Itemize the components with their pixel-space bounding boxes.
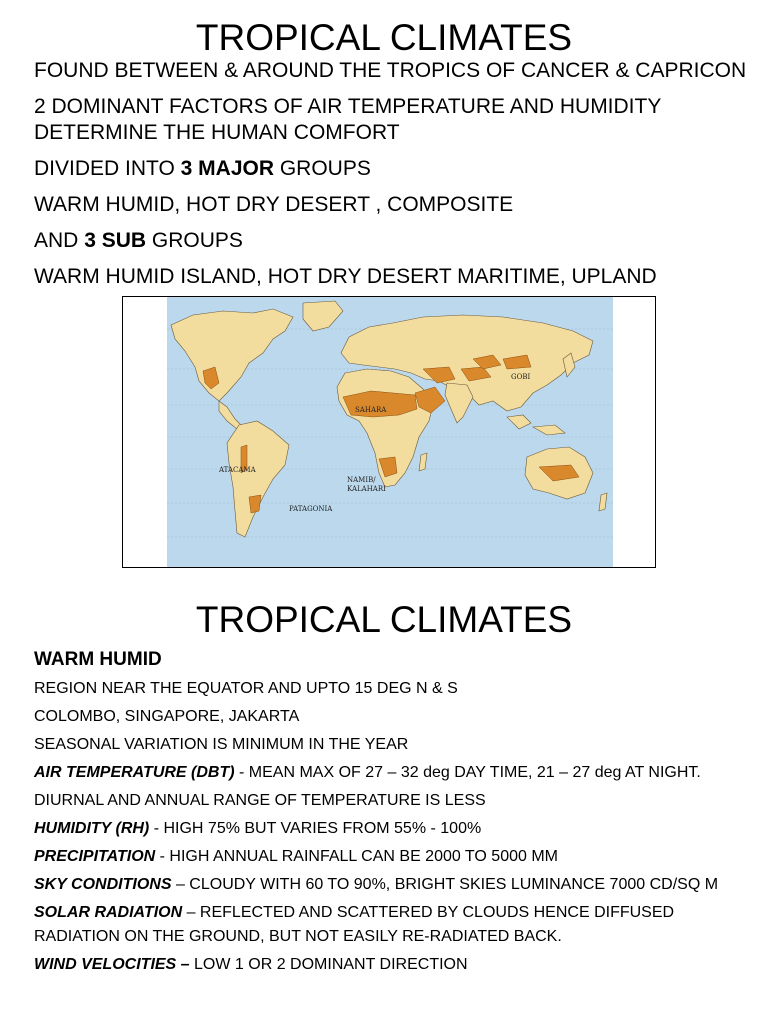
bullet-list xyxy=(34,648,754,981)
bullet-text: COLOMBO, SINGAPORE, JAKARTA xyxy=(34,708,300,725)
bullet-key: AIR TEMPERATURE (DBT) xyxy=(34,764,235,781)
bullet-key: SKY CONDITIONS xyxy=(34,876,172,893)
world-desert-map xyxy=(122,296,656,568)
bullet-text: REGION NEAR THE EQUATOR AND UPTO 15 DEG N & S xyxy=(34,680,458,697)
bullet-item xyxy=(34,817,754,841)
slide-title: TROPICAL CLIMATES xyxy=(195,599,573,640)
bullet-item xyxy=(34,705,754,729)
bullet-text: GROUPS xyxy=(274,157,371,180)
bullet-item xyxy=(34,901,754,949)
bullet-item xyxy=(34,264,754,290)
bullet-text: 2 DOMINANT FACTORS OF AIR TEMPERATURE AND HUMIDITY DETERMINE THE HUMAN COMFORT xyxy=(34,95,661,144)
bullet-text: WARM HUMID, HOT DRY DESERT , COMPOSITE xyxy=(34,193,514,216)
bullet-text: – CLOUDY WITH 60 TO 90%, BRIGHT SKIES LUMINANCE 7000 CD/SQ M xyxy=(171,876,719,893)
bullet-text: - MEAN MAX OF 27 – 32 deg DAY TIME, 21 – 27 deg AT NIGHT. xyxy=(234,764,701,781)
bullet-text: - HIGH 75% BUT VARIES FROM 55% - 100% xyxy=(149,820,482,837)
bullet-item xyxy=(34,58,754,84)
patagonia-desert xyxy=(249,495,261,513)
map-label-patagonia: PATAGONIA xyxy=(289,505,333,513)
bullet-item xyxy=(34,192,754,218)
bullet-key: SOLAR RADIATION xyxy=(34,904,183,921)
bullet-key: HUMIDITY (RH) xyxy=(34,820,150,837)
bullet-item xyxy=(34,156,754,182)
map-label-namib: NAMIB/ xyxy=(347,476,376,484)
bullet-text: – REFLECTED AND SCATTERED BY CLOUDS HENCE DIFFUSED RADIATION ON THE GROUND, BUT NOT EASILY RE-RADIATED BACK. xyxy=(34,904,675,945)
section-heading: WARM HUMID xyxy=(34,649,162,670)
bullet-text: DIVIDED INTO xyxy=(34,157,181,180)
bullet-list xyxy=(34,58,754,300)
bullet-item xyxy=(34,845,754,869)
bullet-emphasis: 3 SUB xyxy=(84,229,147,252)
bullet-text: GROUPS xyxy=(146,229,243,252)
map-label-kalahari: KALAHARI xyxy=(347,485,386,493)
slide-title: TROPICAL CLIMATES xyxy=(195,17,573,58)
bullet-text: AND xyxy=(34,229,85,252)
bullet-item xyxy=(34,789,754,813)
bullet-text: - HIGH ANNUAL RAINFALL CAN BE 2000 TO 5000 MM xyxy=(155,848,558,865)
bullet-item xyxy=(34,873,754,897)
bullet-text: SEASONAL VARIATION IS MINIMUM IN THE YEAR xyxy=(34,736,409,753)
bullet-item xyxy=(34,94,734,146)
bullet-item xyxy=(34,733,754,757)
bullet-emphasis: 3 MAJOR xyxy=(180,157,274,180)
map-label-atacama: ATACAMA xyxy=(219,466,256,474)
bullet-text: FOUND BETWEEN & AROUND THE TROPICS OF CANCER & CAPRICON xyxy=(34,59,747,82)
bullet-item xyxy=(34,761,754,785)
bullet-text: WARM HUMID ISLAND, HOT DRY DESERT MARITIME, UPLAND xyxy=(34,265,657,288)
world-map-graphic xyxy=(123,297,655,567)
map-label-gobi: GOBI xyxy=(511,373,531,381)
slide-2 xyxy=(0,580,768,1024)
bullet-key: PRECIPITATION xyxy=(34,848,156,865)
bullet-key: WIND VELOCITIES – xyxy=(34,956,190,973)
bullet-text: DIURNAL AND ANNUAL RANGE OF TEMPERATURE IS LESS xyxy=(34,792,486,809)
bullet-item xyxy=(34,677,754,701)
bullet-item xyxy=(34,228,754,254)
map-label-sahara: SAHARA xyxy=(355,406,387,414)
bullet-text: LOW 1 OR 2 DOMINANT DIRECTION xyxy=(189,956,468,973)
bullet-item xyxy=(34,953,754,977)
